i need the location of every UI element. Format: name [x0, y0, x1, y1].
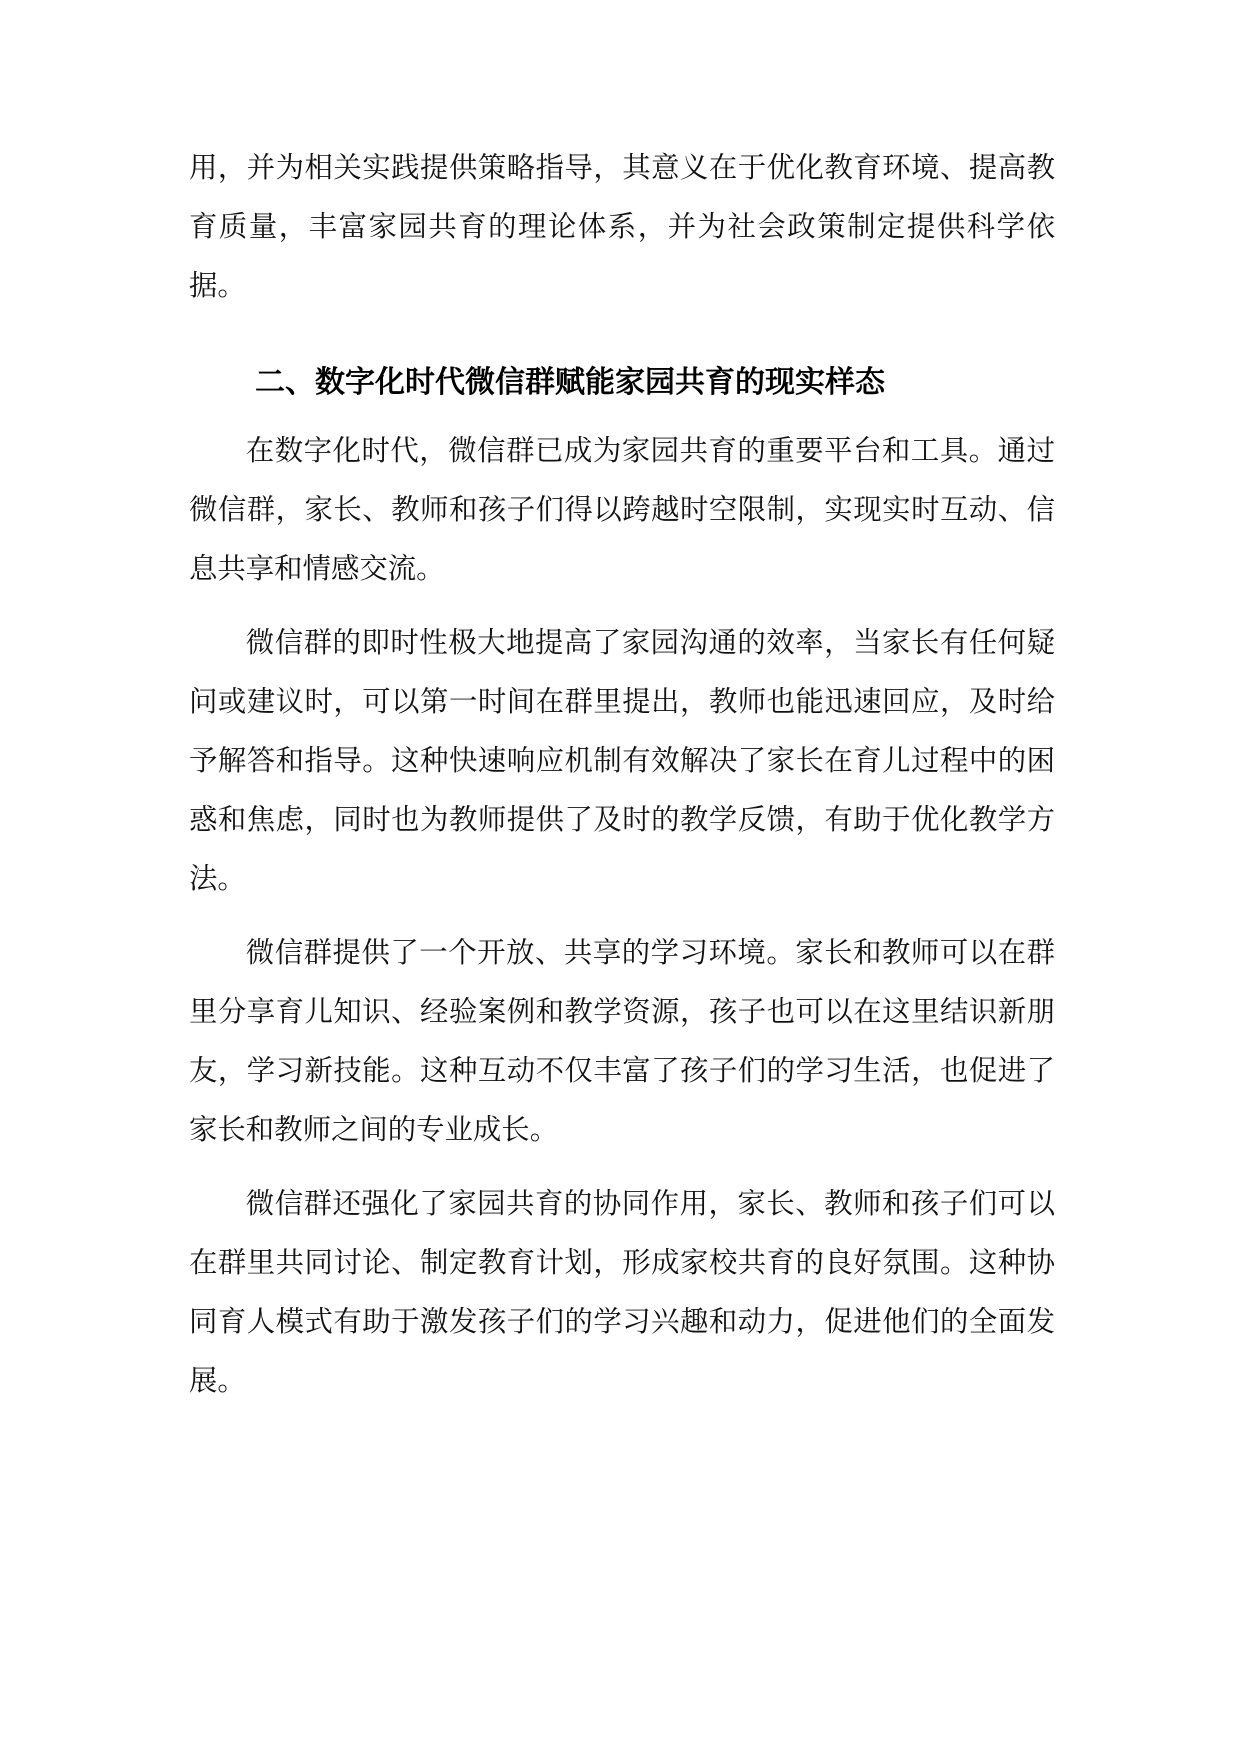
body-paragraph-4: 微信群还强化了家园共育的协同作用，家长、教师和孩子们可以在群里共同讨论、制定教育计划，形成家校共育的良好氛围。这种协同育人模式有助于激发孩子们的学习兴趣和动力，促进他们的全面发展。 — [189, 1187, 1055, 1397]
document-body — [189, 138, 1055, 1410]
body-paragraph-1: 在数字化时代，微信群已成为家园共育的重要平台和工具。通过微信群，家长、教师和孩子们得以跨越时空限制，实现实时互动、信息共享和情感交流。 — [189, 434, 1055, 585]
section-heading: 二、数字化时代微信群赋能家园共育的现实样态 — [255, 365, 885, 400]
continuation-paragraph: 用，并为相关实践提供策略指导，其意义在于优化教育环境、提高教育质量，丰富家园共育的理论体系，并为社会政策制定提供科学依据。 — [189, 151, 1055, 302]
body-paragraph-3: 微信群提供了一个开放、共享的学习环境。家长和教师可以在群里分享育儿知识、经验案例和教学资源，孩子也可以在这里结识新朋友，学习新技能。这种互动不仅丰富了孩子们的学习生活，也促进了家长和教师之间的专业成长。 — [189, 936, 1055, 1146]
body-paragraph-2: 微信群的即时性极大地提高了家园沟通的效率，当家长有任何疑问或建议时，可以第一时间在群里提出，教师也能迅速回应，及时给予解答和指导。这种快速响应机制有效解决了家长在育儿过程中的困惑和焦虑，同时也为教师提供了及时的教学反馈，有助于优化教学方法。 — [189, 626, 1055, 895]
